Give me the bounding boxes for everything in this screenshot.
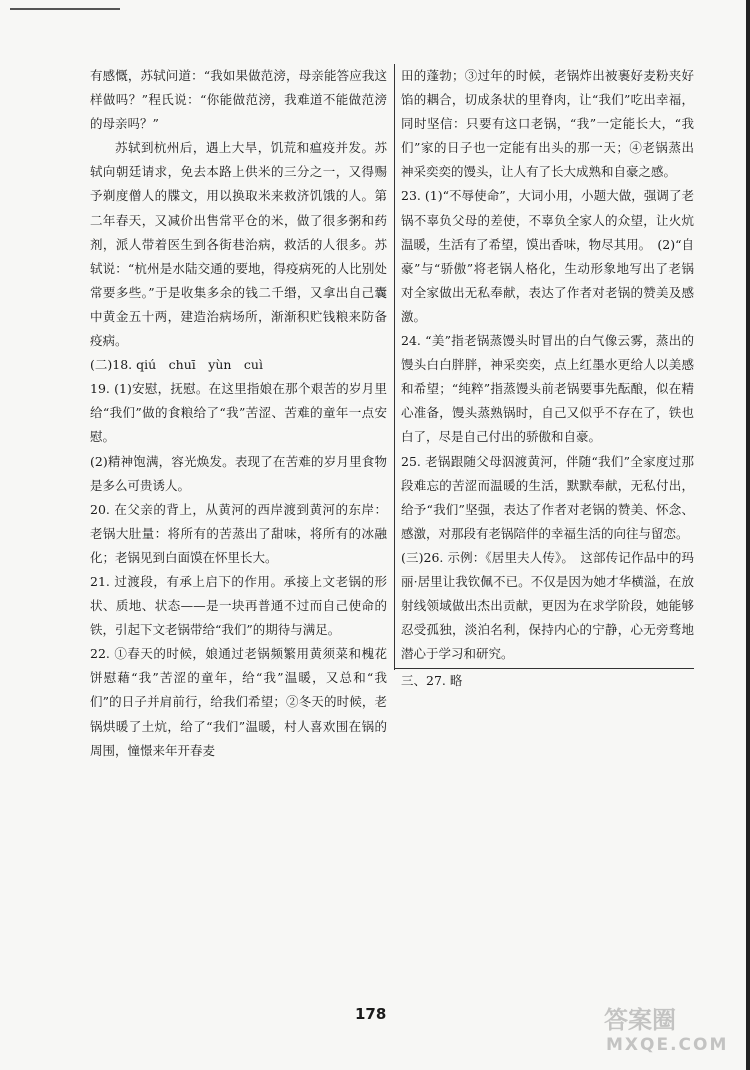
page-number: 178	[355, 1005, 387, 1023]
answer-paragraph: 25. 老锅跟随父母泅渡黄河，伴随“我们”全家度过那段难忘的苦涩而温暖的生活，默默奉献，无私付出，给予“我们”坚强，表达了作者对老锅的赞美、怀念、感激，对那段有老锅陪伴的幸福生活的向往与留恋。	[401, 453, 694, 541]
watermark-logo	[600, 998, 740, 1058]
column-divider	[394, 64, 395, 670]
left-column	[90, 64, 387, 763]
answer-paragraph: 苏轼到杭州后，遇上大旱，饥荒和瘟疫并发。苏轼向朝廷请求，免去本路上供米的三分之一，又得赐予剃度僧人的牒文，用以换取米来救济饥饿的人。第二年春天，又减价出售常平仓的米，做了很多粥和药剂，派人带着医生到各街巷治病，救活的人很多。苏轼说：“杭州是水陆交通的要地，得疫病死的人比别处常要多些。”于是收集多余的钱二千缗，又拿出自己囊中黄金五十两，建造治病场所，渐渐积贮钱粮来防备疫病。	[90, 140, 387, 349]
answer-paragraph: 24. “美”指老锅蒸馒头时冒出的白气像云雾，蒸出的馒头白白胖胖，神采奕奕，点上红墨水更给人以美感和希望；“纯粹”指蒸馒头前老锅要事先酝酿，似在精心准备，馒头蒸熟锅时，自己又似乎不存在了，铁也白了，尽是自己付出的骄傲和自豪。	[401, 333, 694, 445]
watermark-text: 答案圈	[604, 1006, 676, 1034]
top-rule	[10, 8, 120, 10]
answer-paragraph: 田的蓬勃；③过年的时候，老锅炸出被裹好麦粉夹好馅的耦合，切成条状的里脊肉，让“我们”吃出幸福，同时坚信：只要有这口老锅，“我”一定能长大，“我们”家的日子也一定能有出头的那一天；④老锅蒸出神采奕奕的馒头，让人有了长大成熟和自豪之感。	[401, 68, 694, 180]
answer-paragraph: (2)精神饱满，容光焕发。表现了在苦难的岁月里食物是多么可贵诱人。	[90, 453, 387, 493]
answer-paragraph: (三)26. 示例：《居里夫人传》。 这部传记作品中的玛丽·居里让我钦佩不已。不仅是因为她才华横溢，在放射线领域做出杰出贡献，更因为在求学阶段，她能够忍受孤独，淡泊名利，保持内心的宁静，心无旁骛地潜心于学习和研究。	[401, 549, 694, 662]
answer-paragraph: (二)18. qiú chuī yùn cuì	[90, 357, 263, 373]
answer-paragraph: 三、27. 略	[394, 668, 694, 693]
answer-paragraph: 20. 在父亲的背上，从黄河的西岸渡到黄河的东岸：老锅大肚量：将所有的苦蒸出了甜味，将所有的冰融化；老锅见到白面馍在怀里长大。	[90, 501, 387, 565]
answer-paragraph: 19. (1)安慰，抚慰。在这里指娘在那个艰苦的岁月里给“我们”做的食粮给了“我”苦涩、苦难的童年一点安慰。	[90, 381, 387, 445]
scan-edge	[746, 0, 750, 1070]
right-column	[401, 64, 694, 693]
answer-paragraph: 21. 过渡段，有承上启下的作用。承接上文老锅的形状、质地、状态——是一块再普通不过而自己使命的铁，引起下文老锅带给“我们”的期待与满足。	[90, 573, 387, 638]
answer-paragraph: 22. ①春天的时候，娘通过老锅频繁用黄须菜和槐花饼慰藉“我”苦涩的童年，给“我”温暖，又总和“我们”的日子并肩前行，给我们希望；②冬天的时候，老锅烘暖了土炕，给了“我们”温暖，村人喜欢围在锅的周围，憧憬来年开春麦	[90, 646, 387, 758]
answer-paragraph: 有感慨，苏轼问道：“我如果做范滂，母亲能答应我这样做吗？”程氏说：“你能做范滂，我难道不能做范滂的母亲吗？”	[90, 68, 387, 132]
answer-paragraph: 23. (1)“不辱使命”，大词小用，小题大做，强调了老锅不辜负父母的差使，不辜负全家人的众望，让火炕温暖，生活有了希望，馍出香味，物尽其用。 (2)“自豪”与“骄傲”将老锅人格化，生动形象地写出了老锅对全家做出无私奉献，表达了作者对老锅的赞美及感激。	[401, 188, 694, 324]
watermark-url: MXQE.COM	[606, 1035, 729, 1055]
